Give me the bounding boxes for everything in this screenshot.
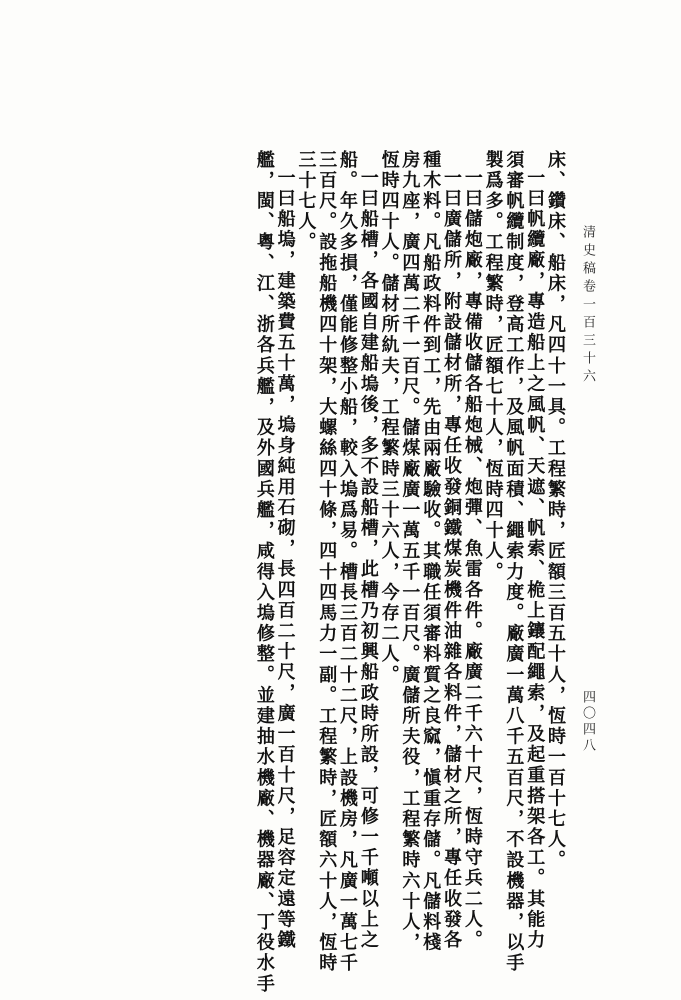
text-column-5: 一曰儲炮廠，專備收儲各船炮械、炮彈、魚雷各件。廠廣二千六十尺，恆時守兵二人。	[461, 168, 483, 951]
text-column-2: 一曰帆纜廠，專造船上之風帆、天遮、帆索、桅上鑲配繩索，及起重搭架各工。其能力	[524, 168, 546, 951]
text-column-4: 製爲多。工程繁時，匠額七十人，恆時四十人。	[482, 150, 504, 583]
text-column-7: 種木料。凡船政料件到工，先由兩廠驗收。其職任須審料質之良窳，愼重存儲。凡儲料棧	[420, 150, 442, 954]
text-column-8: 房九座，廣四萬二千一百尺。儲煤廠廣一萬五千一百尺。廣儲所夫役，工程繁時六十人，	[399, 150, 421, 954]
text-column-12: 三百尺。設拖船機四十架，大螺絲四十條，四十四馬力一副。工程繁時，匠額六十人，恆時	[316, 150, 338, 974]
text-column-3: 須審帆纜制度，登高工作，及風帆面積、繩索力度。廠廣一萬八千五百尺，不設機器，以手	[503, 150, 525, 974]
text-column-15: 艦，閩、粵、江、浙各兵艦，及外國兵艦，咸得入塢修整。並建抽水機廠、機器廠、丁役水手	[253, 150, 275, 995]
text-column-1: 床、鑽床、船床，凡四十一具。工程繁時，匠額三百五十人，恆時一百十七人。	[545, 150, 566, 871]
text-column-9: 恆時四十人。儲材所䊵夫，工程繁時三十六人，今存二人。	[378, 150, 400, 686]
text-column-10: 一曰船槽，各國自建船塢後，多不設船槽，此槽乃初興船政時所設，可修一千噸以上之	[357, 168, 379, 951]
main-text	[190, 150, 566, 995]
text-column-6: 一曰廣儲所，附設儲材所，專任收發銅鐵煤炭機件油雜各料件，儲材之所，專任收發各	[441, 168, 463, 951]
text-column-11: 船。年久多損，僅能修整小船，較入塢爲易。槽長三百二十二尺，上設機房，凡廣一萬七千	[337, 150, 359, 974]
text-column-13: 三十七人。	[295, 150, 317, 253]
running-head: 清史稿卷一百三十六	[580, 225, 595, 387]
text-column-14: 一曰船塢，建築費五十萬，塢身純用石砌，長四百二十尺，廣一百十尺，足容定遠等鐵	[274, 168, 296, 951]
page-number: 四〇四八	[580, 690, 595, 754]
